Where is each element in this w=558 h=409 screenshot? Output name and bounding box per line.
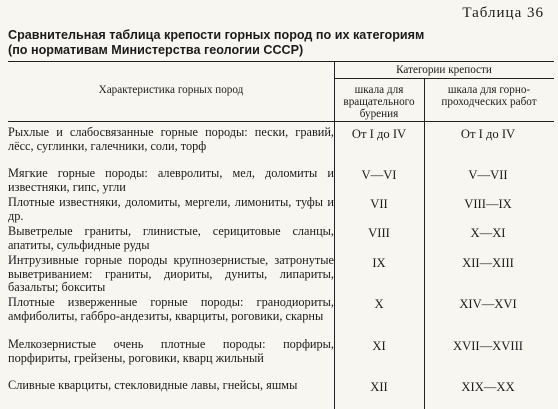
categories-rule [334,78,554,79]
mining-category: XIV—XVI [459,297,517,311]
row-description: Интрузивные горные породы крупнозернистые, затронутые выветриванием: граниты, диориты, дуниты, липариты, базальты; бокситы [8,253,334,295]
rotary-category: X [374,297,384,311]
rotary-category: XI [372,339,386,353]
mining-category: XII—XIII [462,256,514,270]
mining-category: V—VII [468,168,508,182]
header-bottom-rule [8,121,554,122]
table-title [8,28,548,58]
row-description: Плотные известняки, доломиты, мергели, лимониты, туфы и др. [8,195,334,223]
header-categories: Категории крепости [396,64,492,76]
table-top-rule [8,61,554,62]
header-mining-works-scale: шкала для горно-проходческих работ [441,84,537,108]
rotary-category: V—VI [361,168,397,182]
rotary-category: От I до IV [351,127,407,141]
row-description: Мелкозернистые очень плотные породы: порфиры, порфириты, грейзены, роговики, кварц жильный [8,337,334,365]
title-line-1: Сравнительная таблица крепости горных пород по их категориям [8,28,425,42]
rotary-category: VIII [368,226,390,240]
mining-category: XVII—XVIII [453,339,523,353]
row-description: Мягкие горные породы: алевролиты, мел, доломиты и известняки, гипс, угли [8,166,334,194]
row-description: Сливные кварциты, стекловидные лавы, гнейсы, яшмы [8,378,298,392]
mining-category: XIX—XX [461,380,515,394]
mining-category: X—XI [470,226,506,240]
rotary-category: XII [370,380,388,394]
header-rotary-drilling-scale: шкала для вращательного бурения [343,84,415,120]
row-description: Рыхлые и слабосвязанные горные породы: пески, гравий, лёсс, суглинки, галечники, соли, торф [8,125,334,153]
table-number-label: Таблица 36 [462,5,544,21]
rotary-category: VII [370,197,388,211]
mining-category: VIII—IX [464,197,512,211]
mining-category: От I до IV [460,127,516,141]
row-description: Плотные изверженные горные породы: гранодиориты, амфиболиты, габбро-андезиты, кварциты, роговики, скарны [8,295,334,323]
row-description: Выветрелые граниты, глинистые, серицитовые сланцы, апатиты, сульфидные руды [8,224,334,252]
header-characteristic: Характеристика горных пород [98,84,244,96]
rotary-category: IX [372,256,386,270]
title-line-2: (по нормативам Министерства геологии СССР) [8,43,304,57]
